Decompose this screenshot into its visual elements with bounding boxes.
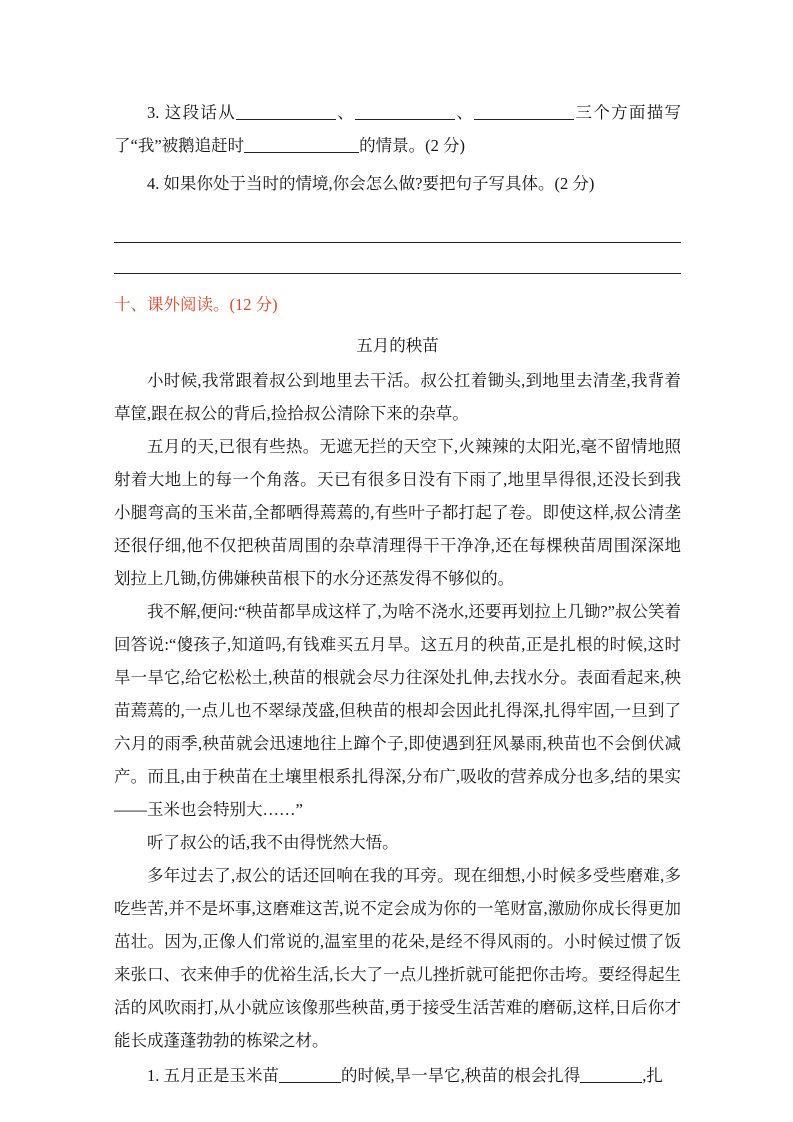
reading-title: 五月的秧苗 — [356, 336, 439, 355]
answer-blank — [244, 137, 359, 153]
answer-line — [114, 243, 681, 274]
answer-blank — [580, 1067, 642, 1083]
reading-passage — [114, 364, 681, 1057]
passage-paragraph: 小时候,我常跟着叔公到地里去干活。叔公扛着锄头,到地里去清垄,我背着草筐,跟在叔公的背后,捡拾叔公清除下来的杂草。 — [114, 371, 681, 423]
question-4: 4. 如果你处于当时的情境,你会怎么做?要把句子写具体。(2 分) — [147, 174, 595, 193]
passage-paragraph: 五月的天,已很有些热。无遮无拦的天空下,火辣辣的太阳光,毫不留情地照射着大地上的每一个角落。天已有很多日没有下雨了,地里旱得很,还没长到我小腿弯高的玉米苗,全都晒得蔫蔫的,有些叶子都打起了卷。即使这样,叔公清垄还很仔细,他不仅把秧苗周围的杂草清理得干干净净,还在每棵秧苗周围深深地划拉上几锄,仿佛嫌秧苗根下的水分还蒸发得不够似的。 — [114, 437, 681, 588]
passage-paragraph: 多年过去了,叔公的话还回响在我的耳旁。现在细想,小时候多受些磨难,多吃些苦,并不是坏事,这磨难这苦,说不定会成为你的一笔财富,激励你成长得更加茁壮。因为,正像人们常说的,温室里的花朵,是经不得风雨的。小时候过惯了饭来张口、衣来伸手的优裕生活,长大了一点儿挫折就可能把你击垮。要经得起生活的风吹雨打,从小就应该像那些秧苗,勇于接受生活苦难的磨砺,这样,日后你才能长成蓬蓬勃勃的栋梁之材。 — [114, 866, 681, 1050]
answer-blank — [355, 104, 455, 120]
answer-blank — [236, 104, 336, 120]
answer-line — [114, 212, 681, 243]
passage-paragraph: 我不解,便问:“秧苗都旱成这样了,为啥不浇水,还要再划拉上几锄?”叔公笑着回答说:“傻孩子,知道吗,有钱难买五月旱。这五月的秧苗,正是扎根的时候,这时旱一旱它,给它松松土,秧苗的根就会尽力往深处扎伸,去找水分。表面看起来,秧苗蔫蔫的,一点儿也不翠绿茂盛,但秧苗的根却会因此扎得深,扎得牢固,一旦到了六月的雨季,秧苗就会迅速地往上蹿个子,即使遇到狂风暴雨,秧苗也不会倒伏减产。而且,由于秧苗在土壤里根系扎得深,分布广,吸收的营养成分也多,结的果实——玉米也会特别大……” — [114, 602, 681, 819]
question-3: 3. 这段话从 、 、 三个方面描写了“我”被鹅追赶时 的情景。(2 分) — [114, 103, 682, 155]
answer-blank — [279, 1067, 341, 1083]
question-1: 1. 五月正是玉米苗 的时候,旱一旱它,秧苗的根会扎得 ,扎 — [147, 1066, 663, 1085]
section-heading: 十、课外阅读。(12 分) — [114, 295, 278, 314]
passage-paragraph: 听了叔公的话,我不由得恍然大悟。 — [147, 833, 399, 852]
answer-blank — [474, 104, 574, 120]
answer-lines — [114, 212, 681, 274]
